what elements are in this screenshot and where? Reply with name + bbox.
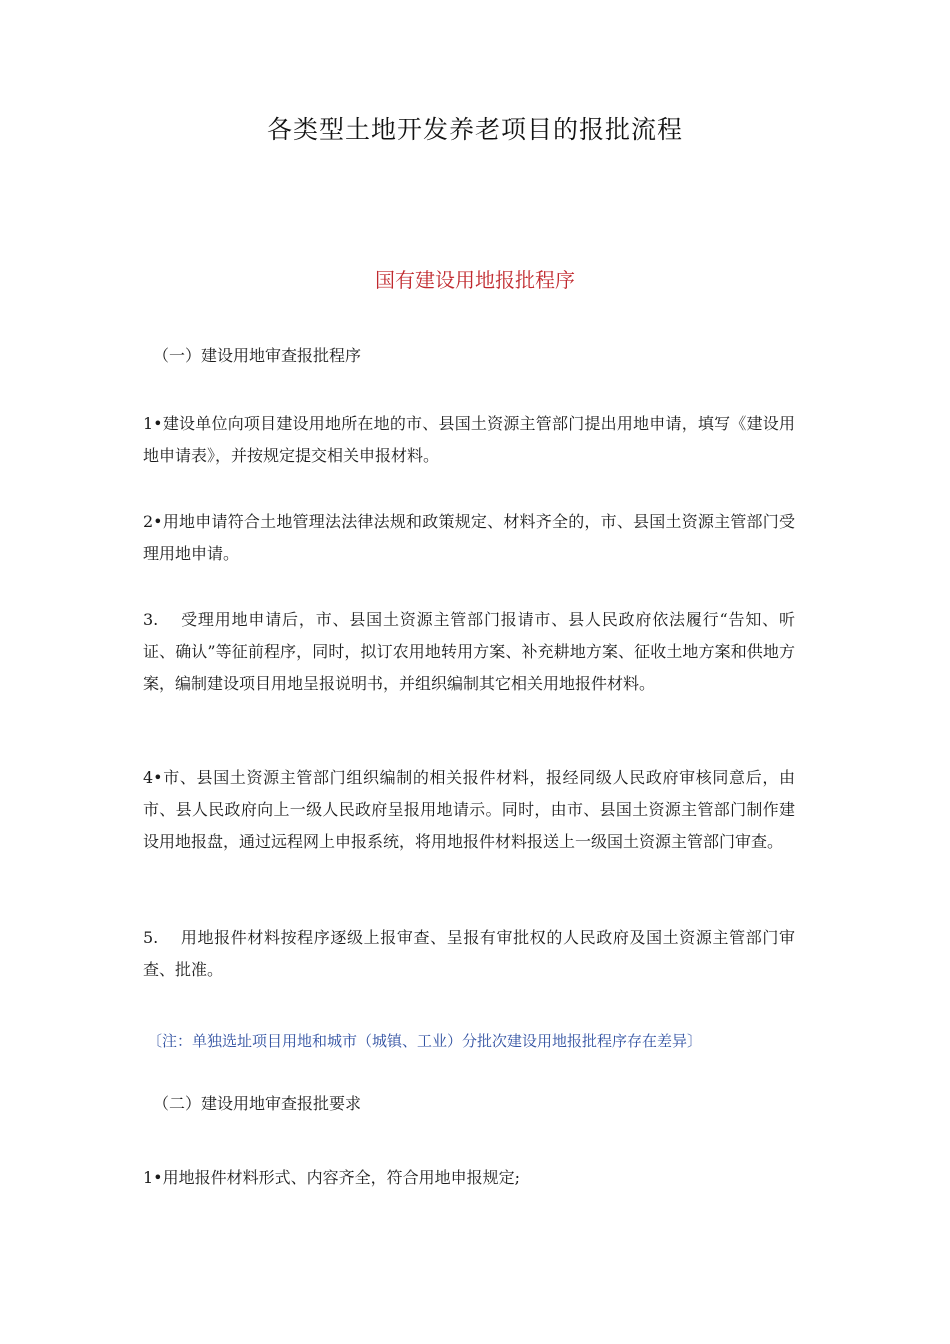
list-item-requirement-1 xyxy=(143,1162,795,1194)
item-number: 1• xyxy=(143,414,163,433)
part1-heading: （一）建设用地审查报批程序 xyxy=(153,346,362,365)
item-number: 1• xyxy=(143,1168,163,1187)
list-item-1 xyxy=(143,408,795,472)
item-number: 5. xyxy=(143,928,159,947)
part2-heading: （二）建设用地审查报批要求 xyxy=(153,1094,362,1113)
list-item-5 xyxy=(143,922,795,986)
section-title: 国有建设用地报批程序 xyxy=(375,268,575,292)
item-number: 4• xyxy=(143,768,163,787)
item-number: 3. xyxy=(143,610,159,629)
item-text: 用地报件材料按程序逐级上报审查、呈报有审批权的人民政府及国土资源主管部门审查、批准。 xyxy=(143,928,795,979)
document-title: 各类型土地开发养老项目的报批流程 xyxy=(266,115,683,144)
list-item-4 xyxy=(143,762,795,858)
procedure-note: 〔注：单独选址项目用地和城市（城镇、工业）分批次建设用地报批程序存在差异〕 xyxy=(147,1032,703,1050)
item-number: 2• xyxy=(143,512,163,531)
item-text: 受理用地申请后，市、县国土资源主管部门报请市、县人民政府依法履行“告知、听证、确认”等征前程序，同时，拟订农用地转用方案、补充耕地方案、征收土地方案和供地方案，编制建设项目用地呈报说明书，并组织编制其它相关用地报件材料。 xyxy=(143,610,795,693)
item-text: 用地报件材料形式、内容齐全，符合用地申报规定; xyxy=(162,1168,521,1187)
list-item-2 xyxy=(143,506,795,570)
item-text: 市、县国土资源主管部门组织编制的相关报件材料，报经同级人民政府审核同意后，由市、县人民政府向上一级人民政府呈报用地请示。同时，由市、县国土资源主管部门制作建设用地报盘，通过远程网上申报系统，将用地报件材料报送上一级国土资源主管部门审查。 xyxy=(143,768,795,851)
item-text: 用地申请符合土地管理法法律法规和政策规定、材料齐全的，市、县国土资源主管部门受理用地申请。 xyxy=(143,512,795,563)
list-item-3 xyxy=(143,604,795,700)
item-text: 建设单位向项目建设用地所在地的市、县国土资源主管部门提出用地申请，填写《建设用地申请表》，并按规定提交相关申报材料。 xyxy=(143,414,795,465)
